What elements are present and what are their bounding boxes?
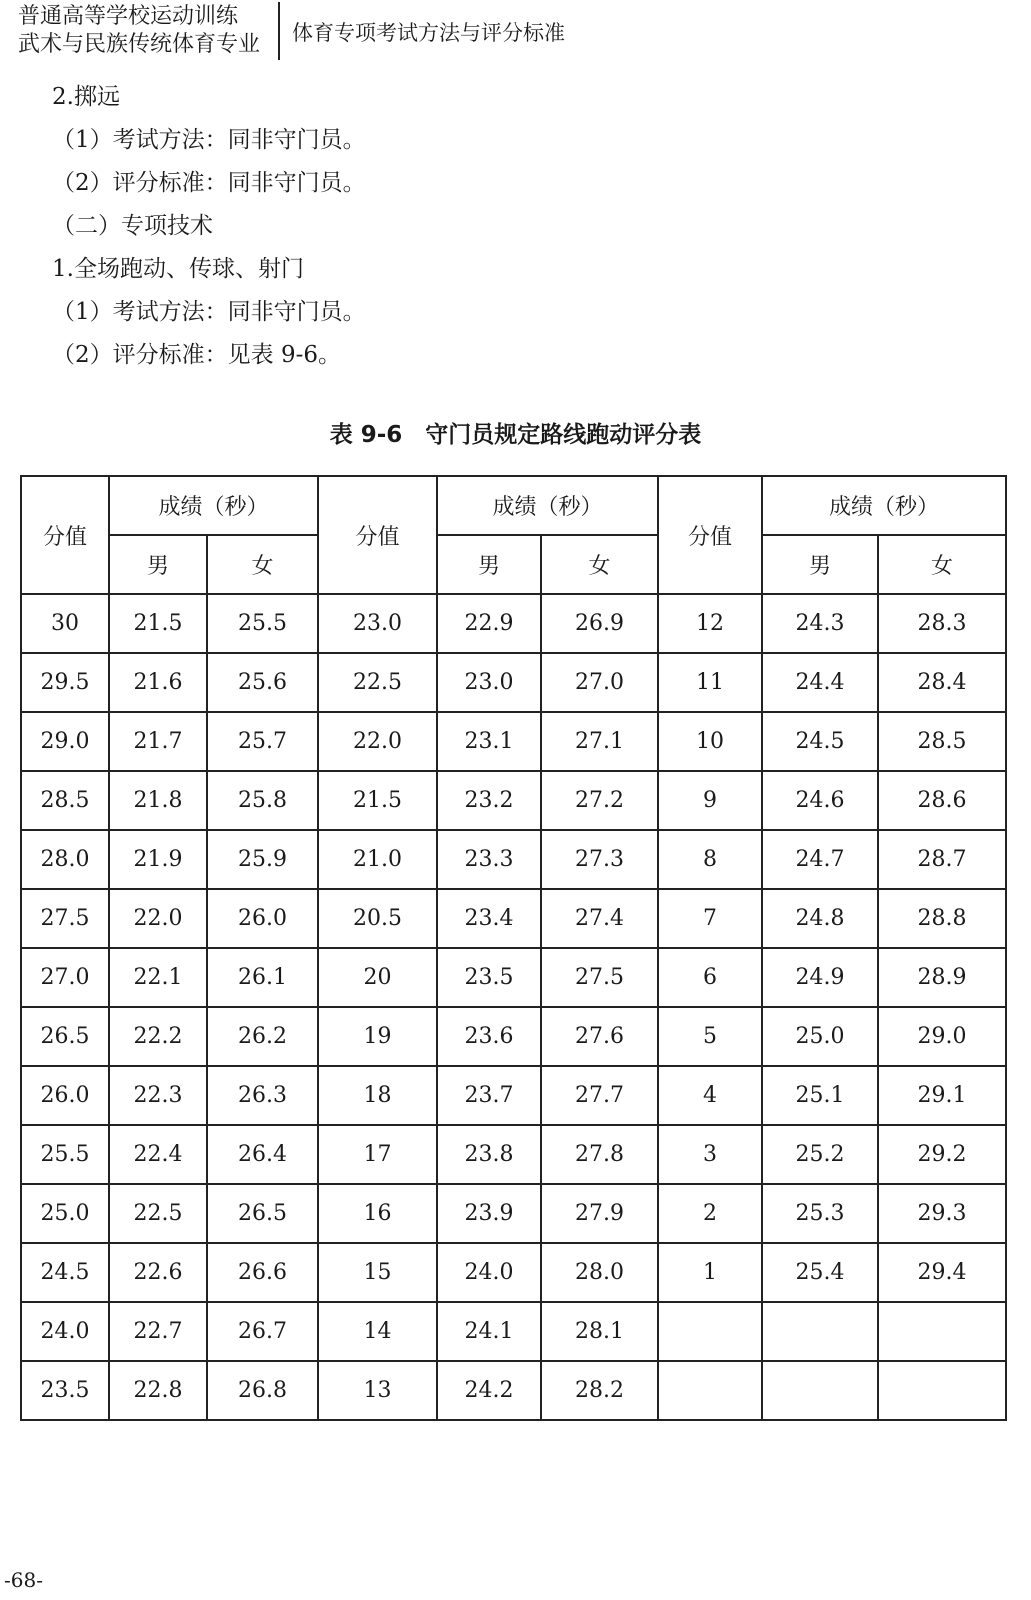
chapter-title: 体育专项考试方法与评分标准 bbox=[292, 21, 566, 45]
table-cell: 28.7 bbox=[878, 830, 1006, 889]
table-cell: 25.0 bbox=[762, 1007, 878, 1066]
table-cell: 28.5 bbox=[21, 771, 109, 830]
table-cell: 26.6 bbox=[207, 1243, 318, 1302]
header-result: 成绩（秒） bbox=[762, 476, 1006, 535]
table-cell: 27.2 bbox=[541, 771, 658, 830]
table-cell bbox=[762, 1361, 878, 1420]
table-cell: 22.7 bbox=[109, 1302, 207, 1361]
table-cell: 24.0 bbox=[21, 1302, 109, 1361]
table-cell: 28.0 bbox=[541, 1243, 658, 1302]
table-cell: 23.6 bbox=[437, 1007, 541, 1066]
table-cell: 23.8 bbox=[437, 1125, 541, 1184]
table-cell: 21.8 bbox=[109, 771, 207, 830]
table-row bbox=[21, 1007, 1006, 1066]
table-cell: 19 bbox=[318, 1007, 437, 1066]
table-cell bbox=[878, 1302, 1006, 1361]
table-cell bbox=[658, 1302, 762, 1361]
body-line: （1）考试方法：同非守门员。 bbox=[52, 127, 366, 153]
table-cell: 24.4 bbox=[762, 653, 878, 712]
table-cell: 23.1 bbox=[437, 712, 541, 771]
table-cell bbox=[762, 1302, 878, 1361]
table-cell: 27.0 bbox=[541, 653, 658, 712]
table-cell: 24.8 bbox=[762, 889, 878, 948]
book-title-line2: 武术与民族传统体育专业 bbox=[18, 32, 261, 57]
table-subheader-row bbox=[21, 535, 1006, 594]
table-cell: 23.3 bbox=[437, 830, 541, 889]
table-cell: 23.5 bbox=[21, 1361, 109, 1420]
table-cell: 27.7 bbox=[541, 1066, 658, 1125]
table-cell: 26.9 bbox=[541, 594, 658, 653]
table-cell: 25.8 bbox=[207, 771, 318, 830]
table-cell: 26.3 bbox=[207, 1066, 318, 1125]
body-line: （2）评分标准：见表 9-6。 bbox=[52, 342, 341, 368]
table-cell: 24.7 bbox=[762, 830, 878, 889]
table-cell: 12 bbox=[658, 594, 762, 653]
table-cell: 29.5 bbox=[21, 653, 109, 712]
table-cell: 26.2 bbox=[207, 1007, 318, 1066]
book-title-line1: 普通高等学校运动训练 bbox=[18, 4, 239, 29]
table-cell: 2 bbox=[658, 1184, 762, 1243]
table-row bbox=[21, 653, 1006, 712]
table-row bbox=[21, 1243, 1006, 1302]
table-cell: 25.4 bbox=[762, 1243, 878, 1302]
header-male: 男 bbox=[109, 535, 207, 594]
table-cell: 25.5 bbox=[21, 1125, 109, 1184]
page-number: -68- bbox=[4, 1568, 43, 1592]
table-row bbox=[21, 1066, 1006, 1125]
table-cell: 27.4 bbox=[541, 889, 658, 948]
table-cell: 24.5 bbox=[21, 1243, 109, 1302]
table-header-row bbox=[21, 476, 1006, 535]
table-row bbox=[21, 948, 1006, 1007]
header-male: 男 bbox=[762, 535, 878, 594]
table-cell: 28.3 bbox=[878, 594, 1006, 653]
table-cell: 26.8 bbox=[207, 1361, 318, 1420]
header-male: 男 bbox=[437, 535, 541, 594]
table-cell: 17 bbox=[318, 1125, 437, 1184]
header-divider bbox=[278, 2, 280, 60]
table-cell: 14 bbox=[318, 1302, 437, 1361]
table-cell: 28.5 bbox=[878, 712, 1006, 771]
table-cell: 29.1 bbox=[878, 1066, 1006, 1125]
table-row bbox=[21, 1184, 1006, 1243]
table-cell: 22.5 bbox=[318, 653, 437, 712]
table-cell: 22.2 bbox=[109, 1007, 207, 1066]
header-score: 分值 bbox=[318, 476, 437, 594]
table-cell: 23.0 bbox=[437, 653, 541, 712]
table-cell: 6 bbox=[658, 948, 762, 1007]
table-cell: 13 bbox=[318, 1361, 437, 1420]
table-cell: 28.9 bbox=[878, 948, 1006, 1007]
table-cell: 28.8 bbox=[878, 889, 1006, 948]
table-cell: 21.5 bbox=[318, 771, 437, 830]
header-female: 女 bbox=[207, 535, 318, 594]
table-cell: 22.0 bbox=[318, 712, 437, 771]
table-row bbox=[21, 771, 1006, 830]
body-line: 1.全场跑动、传球、射门 bbox=[52, 256, 304, 282]
table-cell: 16 bbox=[318, 1184, 437, 1243]
table-cell: 25.3 bbox=[762, 1184, 878, 1243]
table-cell: 25.5 bbox=[207, 594, 318, 653]
table-cell: 4 bbox=[658, 1066, 762, 1125]
table-cell: 20.5 bbox=[318, 889, 437, 948]
table-cell: 22.3 bbox=[109, 1066, 207, 1125]
table-cell: 27.5 bbox=[541, 948, 658, 1007]
table-row bbox=[21, 594, 1006, 653]
table-cell: 5 bbox=[658, 1007, 762, 1066]
table-cell: 22.8 bbox=[109, 1361, 207, 1420]
table-row bbox=[21, 712, 1006, 771]
table-cell: 26.4 bbox=[207, 1125, 318, 1184]
table-row bbox=[21, 1125, 1006, 1184]
table-cell: 26.0 bbox=[207, 889, 318, 948]
table-row bbox=[21, 889, 1006, 948]
table-cell: 24.2 bbox=[437, 1361, 541, 1420]
table-cell: 28.4 bbox=[878, 653, 1006, 712]
table-cell: 27.3 bbox=[541, 830, 658, 889]
table-cell: 29.4 bbox=[878, 1243, 1006, 1302]
table-cell: 25.6 bbox=[207, 653, 318, 712]
table-cell: 25.2 bbox=[762, 1125, 878, 1184]
table-cell: 30 bbox=[21, 594, 109, 653]
table-cell: 29.0 bbox=[878, 1007, 1006, 1066]
body-line: （2）评分标准：同非守门员。 bbox=[52, 170, 366, 196]
table-caption: 表 9-6 守门员规定路线跑动评分表 bbox=[329, 422, 702, 448]
table-cell: 28.6 bbox=[878, 771, 1006, 830]
table-cell: 21.7 bbox=[109, 712, 207, 771]
table-cell: 24.6 bbox=[762, 771, 878, 830]
table-cell: 23.5 bbox=[437, 948, 541, 1007]
table-cell: 22.6 bbox=[109, 1243, 207, 1302]
table-cell bbox=[878, 1361, 1006, 1420]
table-cell: 20 bbox=[318, 948, 437, 1007]
table-cell: 29.2 bbox=[878, 1125, 1006, 1184]
table-cell: 27.8 bbox=[541, 1125, 658, 1184]
table-cell: 23.2 bbox=[437, 771, 541, 830]
table-cell: 26.0 bbox=[21, 1066, 109, 1125]
table-cell: 27.1 bbox=[541, 712, 658, 771]
table-cell: 25.0 bbox=[21, 1184, 109, 1243]
table-cell: 24.5 bbox=[762, 712, 878, 771]
table-cell: 27.9 bbox=[541, 1184, 658, 1243]
table-cell: 21.5 bbox=[109, 594, 207, 653]
header-female: 女 bbox=[541, 535, 658, 594]
book-title bbox=[18, 0, 260, 59]
table-cell: 22.5 bbox=[109, 1184, 207, 1243]
table-cell: 10 bbox=[658, 712, 762, 771]
body-line: 2.掷远 bbox=[52, 84, 120, 110]
table-cell: 9 bbox=[658, 771, 762, 830]
table-cell: 25.9 bbox=[207, 830, 318, 889]
table-cell bbox=[658, 1361, 762, 1420]
table-cell: 27.0 bbox=[21, 948, 109, 1007]
table-cell: 25.7 bbox=[207, 712, 318, 771]
header-female: 女 bbox=[878, 535, 1006, 594]
table-cell: 26.5 bbox=[207, 1184, 318, 1243]
table-cell: 28.1 bbox=[541, 1302, 658, 1361]
table-cell: 1 bbox=[658, 1243, 762, 1302]
table-cell: 28.2 bbox=[541, 1361, 658, 1420]
table-cell: 11 bbox=[658, 653, 762, 712]
table-cell: 28.0 bbox=[21, 830, 109, 889]
table-cell: 24.0 bbox=[437, 1243, 541, 1302]
table-cell: 29.0 bbox=[21, 712, 109, 771]
table-cell: 26.1 bbox=[207, 948, 318, 1007]
table-cell: 21.9 bbox=[109, 830, 207, 889]
table-cell: 8 bbox=[658, 830, 762, 889]
table-row bbox=[21, 1302, 1006, 1361]
header-result: 成绩（秒） bbox=[109, 476, 318, 535]
score-table bbox=[20, 475, 1007, 1421]
header-score: 分值 bbox=[21, 476, 109, 594]
page-header bbox=[18, 0, 565, 62]
body-line: （二）专项技术 bbox=[52, 213, 213, 239]
table-cell: 24.9 bbox=[762, 948, 878, 1007]
table-cell: 27.6 bbox=[541, 1007, 658, 1066]
table-cell: 29.3 bbox=[878, 1184, 1006, 1243]
table-cell: 18 bbox=[318, 1066, 437, 1125]
table-cell: 15 bbox=[318, 1243, 437, 1302]
table-cell: 26.7 bbox=[207, 1302, 318, 1361]
table-cell: 23.7 bbox=[437, 1066, 541, 1125]
table-cell: 7 bbox=[658, 889, 762, 948]
table-cell: 23.4 bbox=[437, 889, 541, 948]
table-cell: 23.9 bbox=[437, 1184, 541, 1243]
table-cell: 22.9 bbox=[437, 594, 541, 653]
body-line: （1）考试方法：同非守门员。 bbox=[52, 299, 366, 325]
table-row bbox=[21, 1361, 1006, 1420]
table-cell: 23.0 bbox=[318, 594, 437, 653]
table-cell: 3 bbox=[658, 1125, 762, 1184]
table-cell: 25.1 bbox=[762, 1066, 878, 1125]
table-cell: 27.5 bbox=[21, 889, 109, 948]
table-cell: 22.1 bbox=[109, 948, 207, 1007]
table-cell: 22.4 bbox=[109, 1125, 207, 1184]
table-cell: 26.5 bbox=[21, 1007, 109, 1066]
table-cell: 22.0 bbox=[109, 889, 207, 948]
table-cell: 21.0 bbox=[318, 830, 437, 889]
header-score: 分值 bbox=[658, 476, 762, 594]
table-cell: 21.6 bbox=[109, 653, 207, 712]
table-row bbox=[21, 830, 1006, 889]
table-cell: 24.3 bbox=[762, 594, 878, 653]
body-text bbox=[52, 76, 366, 377]
header-result: 成绩（秒） bbox=[437, 476, 658, 535]
table-cell: 24.1 bbox=[437, 1302, 541, 1361]
